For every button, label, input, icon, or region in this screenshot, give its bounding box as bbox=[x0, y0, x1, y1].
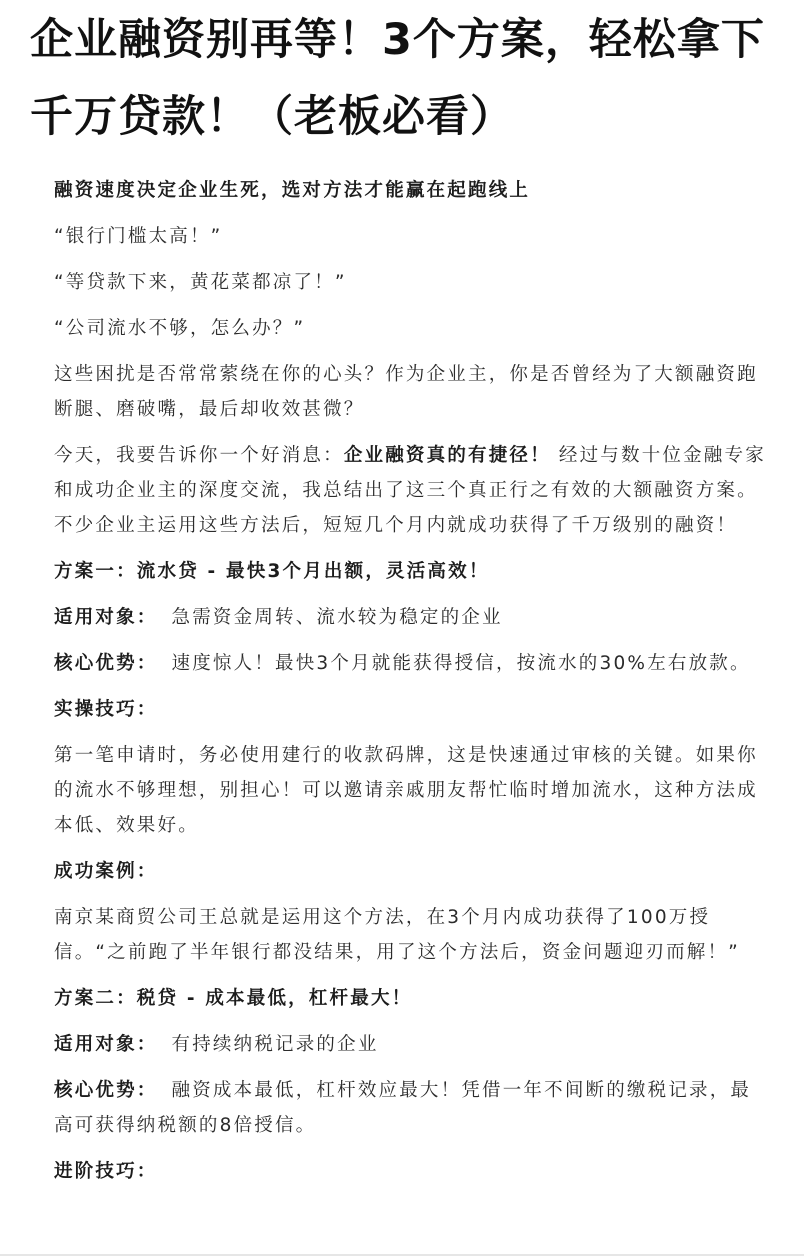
news-rest: 经过与数十位金融专家和成功企业主的深度交流，我总结出了这三个真正行之有效的大额融资方案。不少企业主运用这些方法后，短短几个月内就成功获得了千万级别的融资！ bbox=[54, 445, 766, 536]
plan1-advantage-text: 速度惊人！最快3个月就能获得授信，按流水的30%左右放款。 bbox=[171, 653, 751, 674]
plan1-case-heading: 成功案例： bbox=[54, 861, 158, 882]
plan1-target-label: 适用对象： bbox=[54, 607, 158, 628]
plan1-tips-text: 第一笔申请时，务必使用建行的收款码牌，这是快速通过审核的关键。如果你的流水不够理想，别担心！可以邀请亲戚朋友帮忙临时增加流水，这种方法成本低、效果好。 bbox=[54, 745, 758, 836]
plan2-target bbox=[54, 1027, 766, 1062]
plan1-target-text: 急需资金周转、流水较为稳定的企业 bbox=[171, 607, 503, 628]
plan2-target-text: 有持续纳税记录的企业 bbox=[171, 1034, 379, 1055]
news-highlight: 企业融资真的有捷径！ bbox=[343, 445, 551, 466]
plan1-tips-heading: 实操技巧： bbox=[54, 699, 158, 720]
plan2-tips-heading: 进阶技巧： bbox=[54, 1161, 158, 1182]
plan2-advantage bbox=[54, 1073, 766, 1143]
quote-3: “公司流水不够，怎么办？” bbox=[54, 318, 306, 339]
news-lead: 今天，我要告诉你一个好消息： bbox=[54, 445, 344, 466]
quote-1: “银行门槛太高！” bbox=[54, 226, 223, 247]
plan2-heading: 方案二：税贷 - 成本最低，杠杆最大！ bbox=[54, 988, 413, 1009]
plan2-target-label: 适用对象： bbox=[54, 1034, 158, 1055]
plan1-case-text: 南京某商贸公司王总就是运用这个方法，在3个月内成功获得了100万授信。“之前跑了半年银行都没结果，用了这个方法后，资金问题迎刃而解！” bbox=[54, 907, 740, 963]
article-body bbox=[54, 173, 766, 1200]
quote-2: “等贷款下来，黄花菜都凉了！” bbox=[54, 272, 347, 293]
article-title: 企业融资别再等！3个方案，轻松拿下千万贷款！（老板必看） bbox=[30, 15, 765, 142]
subtitle: 融资速度决定企业生死，选对方法才能赢在起跑线上 bbox=[54, 180, 531, 201]
plan2-advantage-text: 融资成本最低，杠杆效应最大！凭借一年不间断的缴税记录，最高可获得纳税额的8倍授信。 bbox=[54, 1080, 752, 1136]
news-paragraph bbox=[54, 438, 766, 543]
plan2-advantage-label: 核心优势： bbox=[54, 1080, 158, 1101]
intro-paragraph: 这些困扰是否常常萦绕在你的心头？作为企业主，你是否曾经为了大额融资跑断腿、磨破嘴，最后却收效甚微？ bbox=[54, 364, 758, 420]
plan1-advantage bbox=[54, 646, 766, 681]
plan1-heading: 方案一：流水贷 - 最快3个月出额，灵活高效！ bbox=[54, 561, 490, 582]
plan1-target bbox=[54, 600, 766, 635]
plan1-advantage-label: 核心优势： bbox=[54, 653, 158, 674]
